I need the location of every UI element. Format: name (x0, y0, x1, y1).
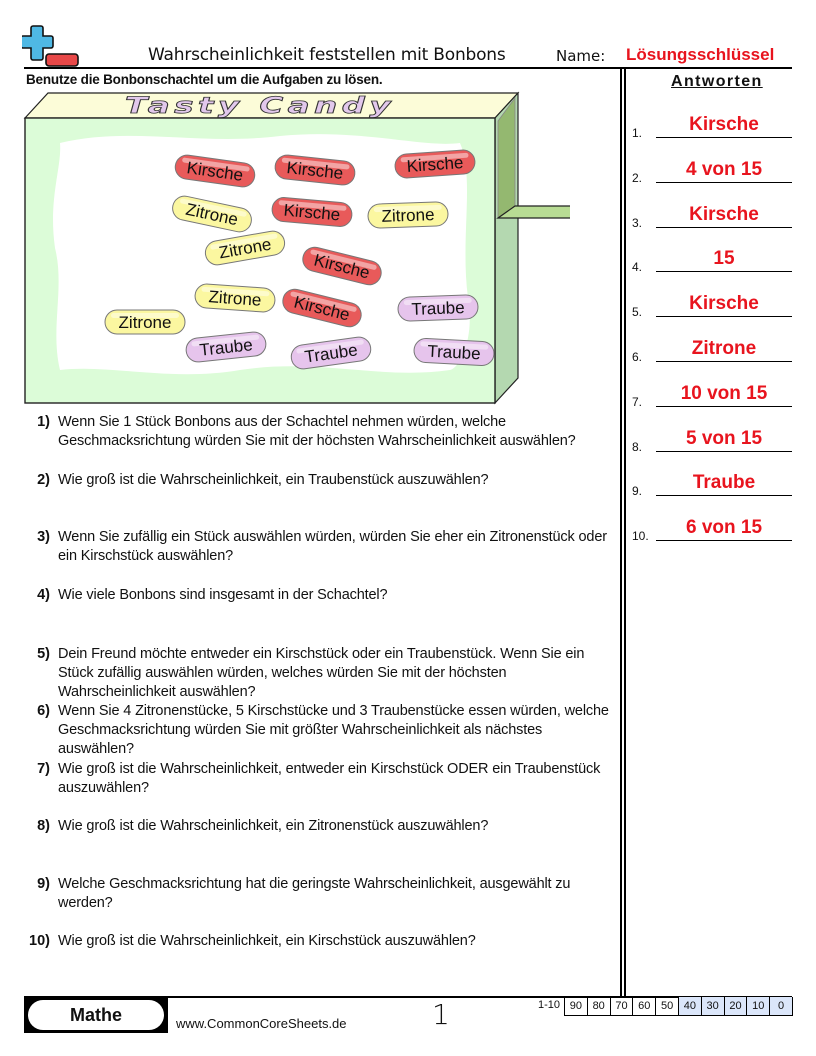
candy-lemon (368, 202, 449, 229)
plus-minus-logo-icon (22, 24, 80, 68)
score-cell: 70 (611, 997, 634, 1015)
score-cell: 0 (770, 997, 793, 1015)
answer-number: 2. (632, 170, 643, 185)
name-value: Lösungsschlüssel (626, 45, 775, 64)
question-text: Wenn Sie zufällig ein Stück auswählen würden, würden Sie eher ein Zitronenstück oder ein Kirschstück auswählen? (58, 529, 607, 564)
score-cell: 90 (565, 997, 588, 1015)
answer-number: 10. (632, 529, 649, 544)
answer-line (656, 227, 792, 228)
answer-line (656, 406, 792, 407)
candy-grape (398, 295, 479, 322)
question-number: 7) (37, 761, 50, 777)
answer-value: 4 von 15 (685, 158, 763, 180)
column-divider (620, 68, 626, 996)
question-item (24, 702, 620, 759)
question-number: 9) (37, 876, 50, 892)
question-item (24, 645, 620, 702)
answer-line (656, 316, 792, 317)
candy-label: Kirsche (282, 200, 342, 225)
candy-label: Traube (303, 340, 359, 367)
question-item (24, 760, 620, 798)
question-text: Wenn Sie 1 Stück Bonbons aus der Schachtel nehmen würden, welche Geschmacksrichtung würden Sie mit der höchsten Wahrscheinlichkeit auswählen? (58, 414, 576, 449)
site-url: www.CommonCoreSheets.de (176, 1016, 347, 1031)
question-item (24, 413, 620, 451)
answer-value: 10 von 15 (680, 382, 768, 404)
answer-item (632, 244, 792, 274)
question-text: Wie groß ist die Wahrscheinlichkeit, ein Kirschstück auszuwählen? (58, 933, 476, 949)
candy-box-illustration (20, 88, 570, 408)
answer-line (656, 451, 792, 452)
answer-line (656, 137, 792, 138)
answer-value: Traube (692, 472, 756, 494)
candy-label: Kirsche (312, 250, 372, 283)
answer-number: 3. (632, 215, 643, 230)
question-text: Wie viele Bonbons sind insgesamt in der Schachtel? (58, 587, 388, 603)
answers-title: Antworten (671, 73, 763, 90)
candy-label: Traube (411, 298, 465, 319)
subject-label: Mathe (28, 1000, 164, 1030)
candy-label: Kirsche (406, 153, 464, 176)
answer-item (632, 379, 792, 409)
answer-item (632, 200, 792, 230)
candy-lemon (105, 310, 185, 334)
score-cell: 60 (633, 997, 656, 1015)
answer-item (632, 110, 792, 140)
answer-line (656, 495, 792, 496)
answer-value: 5 von 15 (685, 427, 763, 449)
answer-value: Kirsche (689, 203, 759, 225)
question-number: 5) (37, 646, 50, 662)
answer-number: 6. (632, 350, 643, 364)
candy-label: Traube (426, 341, 482, 364)
question-text: Wenn Sie 4 Zitronenstücke, 5 Kirschstücke und 3 Traubenstücke essen würden, welche Geschmacksrichtung würden Sie mit größter Wahrscheinlichkeit als nächstes auswählen? (58, 703, 609, 757)
question-number: 10) (29, 933, 50, 949)
score-range-label: 1-10 (537, 999, 560, 1011)
candy-label: Zitrone (207, 287, 263, 310)
question-number: 2) (37, 472, 50, 488)
question-text: Wie groß ist die Wahrscheinlichkeit, ein Zitronenstück auszuwählen? (58, 818, 489, 834)
question-text: Welche Geschmacksrichtung hat die geringste Wahrscheinlichkeit, ausgewählt zu werden? (58, 876, 571, 911)
answer-line (656, 540, 792, 541)
candy-label: Zitrone (381, 205, 435, 226)
answer-value: Zitrone (691, 338, 757, 359)
question-number: 6) (37, 703, 50, 719)
answer-item (632, 468, 792, 498)
answer-item (632, 513, 792, 543)
candy-grape (413, 338, 494, 366)
score-cell: 30 (702, 997, 725, 1015)
subject-badge (24, 997, 168, 1033)
question-item (24, 875, 620, 913)
answer-value: 6 von 15 (685, 517, 763, 539)
question-item (24, 528, 620, 566)
score-cell: 10 (747, 997, 770, 1015)
question-number: 8) (37, 818, 50, 834)
instructions: Benutze die Bonbonschachtel um die Aufgaben zu lösen. (26, 72, 383, 87)
candy-label: Traube (198, 335, 254, 360)
answer-number: 5. (632, 305, 643, 320)
question-number: 3) (37, 529, 50, 545)
question-text: Dein Freund möchte entweder ein Kirschstück oder ein Traubenstück. Wenn Sie ein Stück zufällig auswählen würden, welches würden Sie mit der höchsten Wahrscheinlichkeit auswählen? (58, 646, 585, 700)
answer-number: 4. (632, 260, 643, 275)
candy-cherry (394, 149, 475, 179)
candy-label: Kirsche (185, 158, 245, 185)
page-number: 1 (432, 998, 450, 1031)
answer-item (632, 424, 792, 454)
candy-label: Zitrone (184, 199, 240, 230)
question-number: 4) (37, 587, 50, 603)
question-item (24, 817, 620, 836)
question-number: 1) (37, 414, 50, 430)
question-text: Wie groß ist die Wahrscheinlichkeit, ein Traubenstück auszuwählen? (58, 472, 489, 488)
candy-label: Kirsche (285, 158, 345, 183)
candy-label: Zitrone (217, 234, 273, 263)
question-item (24, 471, 620, 490)
answer-number: 9. (632, 484, 643, 499)
answer-value: Kirsche (689, 114, 759, 135)
score-cell: 40 (679, 997, 702, 1015)
worksheet-title: Wahrscheinlichkeit feststellen mit Bonbons (148, 45, 506, 65)
score-cell: 20 (725, 997, 748, 1015)
candy-label: Kirsche (292, 292, 352, 325)
answer-item (632, 155, 792, 185)
answer-value: 15 (713, 248, 735, 270)
answer-line (656, 182, 792, 183)
box-brand-text: Tasty Candy (125, 94, 395, 119)
answer-line (656, 271, 792, 272)
score-table (564, 997, 793, 1016)
question-item (24, 932, 620, 951)
name-label: Name: (556, 47, 606, 65)
answer-number: 7. (632, 394, 643, 409)
answer-item (632, 289, 792, 319)
candy-lemon (194, 283, 275, 313)
score-cell: 50 (656, 997, 679, 1015)
question-item (24, 586, 620, 605)
question-text: Wie groß ist die Wahrscheinlichkeit, entweder ein Kirschstück ODER ein Traubenstück auszuwählen? (58, 761, 601, 796)
answer-number: 1. (632, 126, 643, 140)
score-cell: 80 (588, 997, 611, 1015)
answer-line (656, 361, 792, 362)
candy-label: Zitrone (118, 313, 172, 332)
answer-number: 8. (632, 439, 643, 454)
answer-value: Kirsche (689, 293, 759, 315)
header-divider (24, 67, 792, 69)
answer-item (632, 334, 792, 364)
